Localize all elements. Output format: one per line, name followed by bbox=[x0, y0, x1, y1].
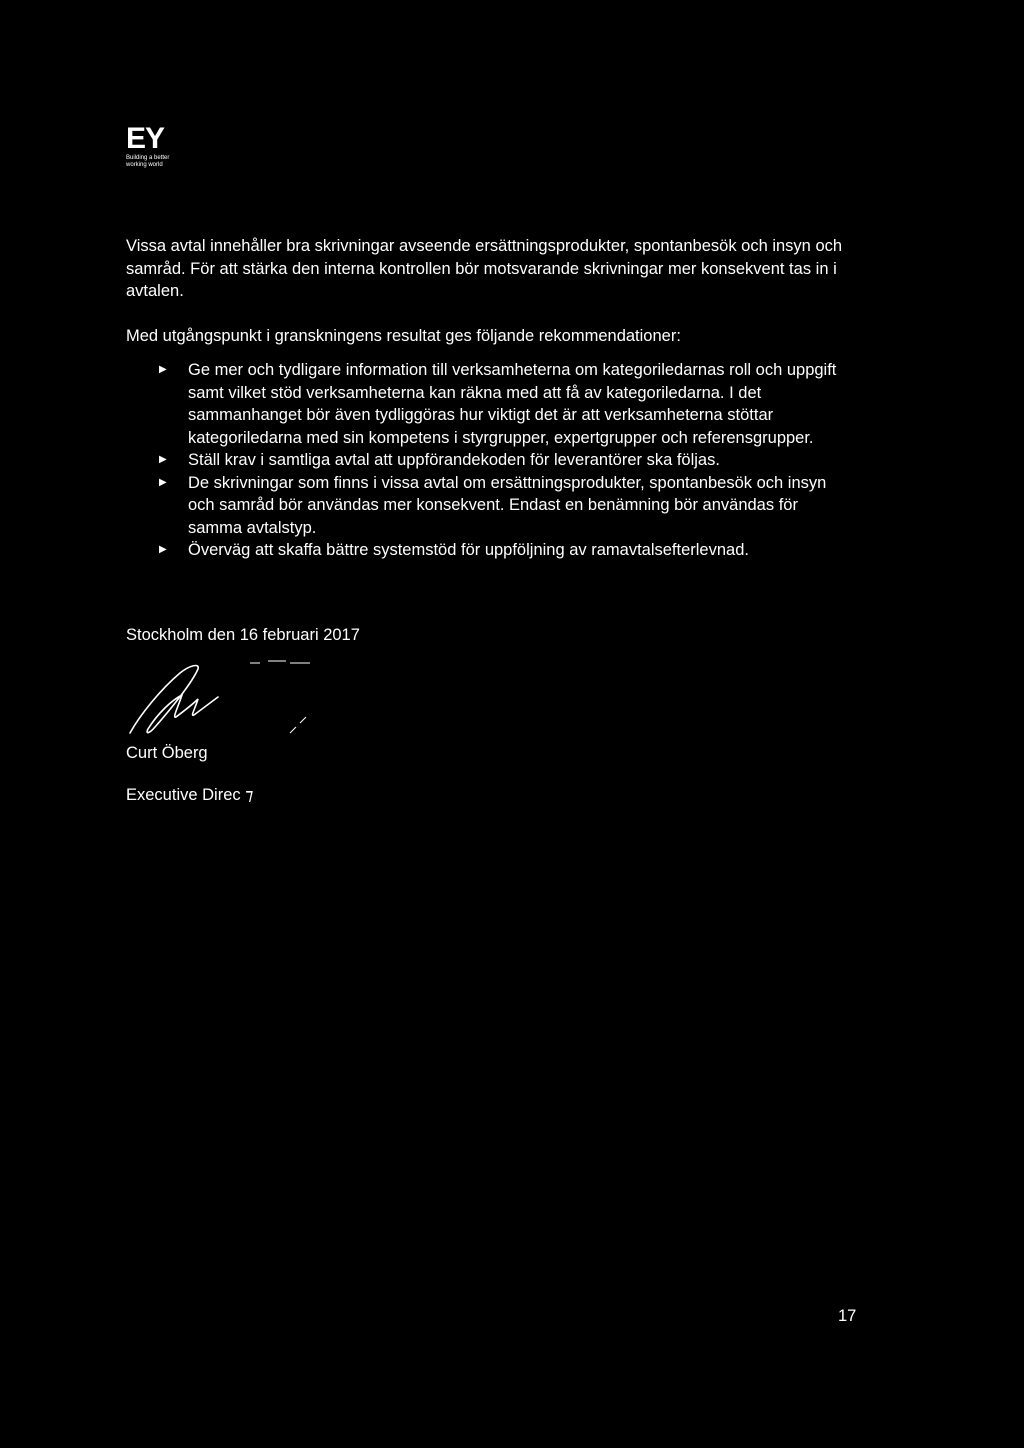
page-number: 17 bbox=[838, 1307, 857, 1325]
document-body bbox=[126, 235, 846, 562]
recommendation-text: De skrivningar som finns i vissa avtal om ersättningsprodukter, spontanbesök och insyn och samråd bör användas mer konsekvent. Endast en benämning bör användas för samma avtalstyp. bbox=[188, 473, 827, 537]
handwritten-signature bbox=[110, 655, 360, 745]
recommendation-text: Ge mer och tydligare information till verksamheterna om kategoriledarnas roll och uppgift samt vilket stöd verksamheterna kan räkna med att få av kategoriledarna. I det sammanhanget bör även tydliggöras hur viktigt det är att verksamheterna stöttar kategoriledarna med sin kompetens i styrgrupper, expertgrupper och referensgrupper. bbox=[188, 361, 837, 447]
recommendation-text: Överväg att skaffa bättre systemstöd för uppföljning av ramavtalsefterlevnad. bbox=[188, 541, 749, 559]
ey-logo bbox=[126, 122, 226, 169]
logo-tagline: Building a better working world bbox=[126, 155, 170, 168]
signer-title: Executive Direc ⁊ bbox=[126, 786, 254, 804]
list-item bbox=[126, 449, 846, 472]
intro-paragraph: Vissa avtal innehåller bra skrivningar avseende ersättningsprodukter, spontanbesök och insyn och samråd. För att stärka den interna kontrollen bör motsvarande skrivningar mer konsekvent tas in i avtalen. bbox=[126, 237, 843, 300]
place-date: Stockholm den 16 februari 2017 bbox=[126, 626, 360, 644]
recommendations-list bbox=[126, 359, 846, 562]
list-item bbox=[126, 472, 846, 540]
bullet-arrow-icon: ▶ bbox=[159, 476, 167, 488]
bullet-arrow-icon: ▶ bbox=[159, 544, 167, 555]
bullet-arrow-icon: ▶ bbox=[159, 454, 167, 465]
signer-name: Curt Öberg bbox=[126, 744, 208, 762]
recommendation-text: Ställ krav i samtliga avtal att uppförandekoden för leverantörer ska följas. bbox=[188, 451, 720, 469]
list-item bbox=[126, 359, 846, 449]
recommendations-intro: Med utgångspunkt i granskningens resultat ges följande rekommendationer: bbox=[126, 326, 681, 345]
logo-mark: EY bbox=[126, 122, 165, 155]
list-item bbox=[126, 539, 846, 562]
bullet-arrow-icon: ▶ bbox=[159, 364, 167, 375]
